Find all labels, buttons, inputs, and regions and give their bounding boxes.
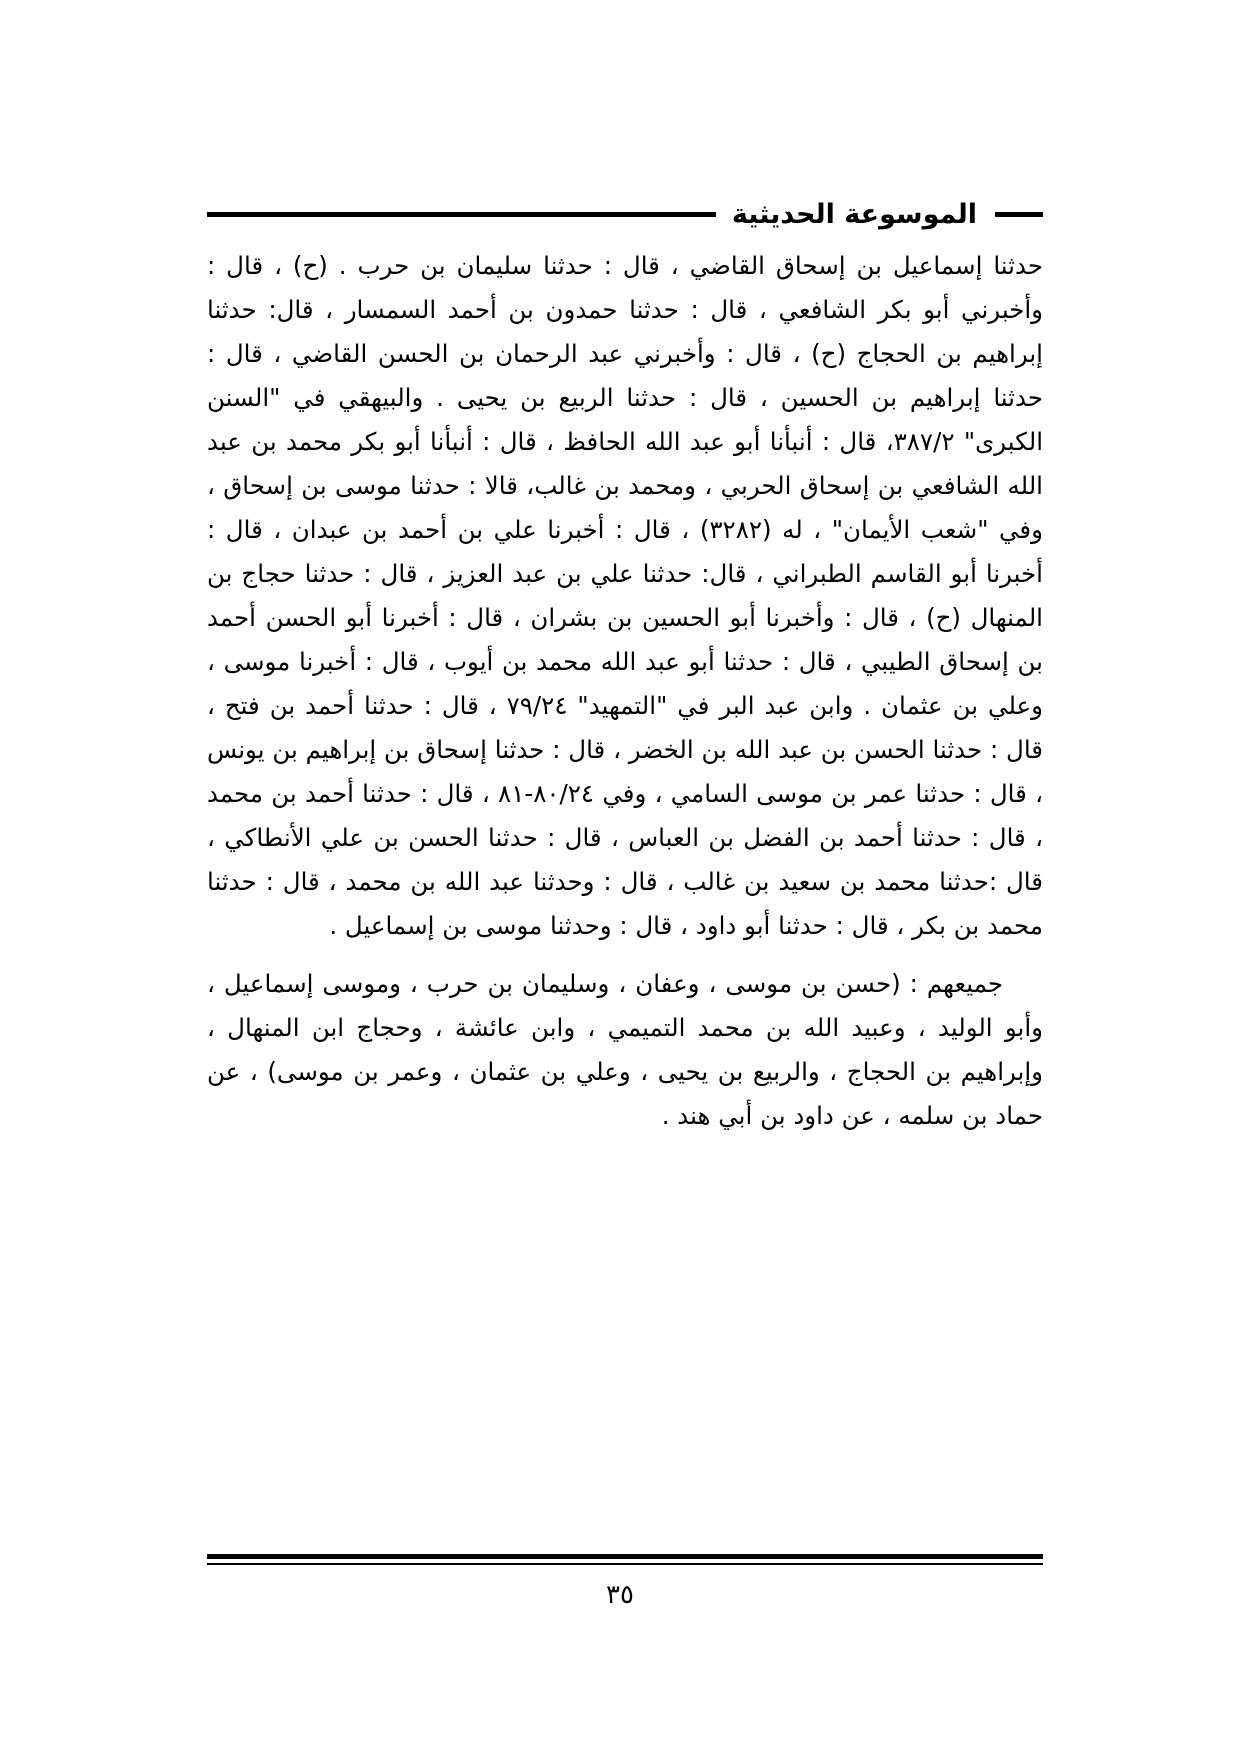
paragraph-1: حدثنا إسماعيل بن إسحاق القاضي ، قال : حدثنا سليمان بن حرب . (ح) ، قال : وأخبرني أبو بكر الشافعي ، قال : حدثنا حمدون بن أحمد السمسار ، قال: حدثنا إبراهيم بن الحجاج (ح) ، قال : وأخبرني عبد الرحمان بن الحسن القاضي ، قال : حدثنا إبراهيم بن الحسين ، قال : حدثنا الربيع بن يحيى . والبيهقي في "السنن الكبرى" ٣٨٧/٢، قال : أنبأنا أبو عبد الله الحافظ ، قال : أنبأنا أبو بكر محمد بن عبد الله الشافعي بن إسحاق الحربي ، ومحمد بن غالب، قالا : حدثنا موسى بن إسحاق ، وفي "شعب الأيمان" ، له (٣٢٨٢) ، قال : أخبرنا علي بن أحمد بن عبدان ، قال : أخبرنا أبو القاسم الطبراني ، قال: حدثنا علي بن عبد العزيز ، قال : حدثنا حجاج بن المنهال (ح) ، قال : وأخبرنا أبو الحسين بن بشران ، قال : أخبرنا أبو الحسن أحمد بن إسحاق الطيبي ، قال : حدثنا أبو عبد الله محمد بن أيوب ، قال : أخبرنا موسى ، وعلي بن عثمان . وابن عبد البر في "التمهيد" ٧٩/٢٤ ، قال : حدثنا أحمد بن فتح ، قال : حدثنا الحسن بن عبد الله بن الخضر ، قال : حدثنا إسحاق بن إبراهيم بن يونس ، قال : حدثنا عمر بن موسى السامي ، وفي ٨٠/٢٤-٨١ ، قال : حدثنا أحمد بن محمد ، قال : حدثنا أحمد بن الفضل بن العباس ، قال : حدثنا الحسن بن علي الأنطاكي ، قال :حدثنا محمد بن سعيد بن غالب ، قال : وحدثنا عبد الله بن محمد ، قال : حدثنا محمد بن بكر ، قال : حدثنا أبو داود ، قال : وحدثنا موسى بن إسماعيل . bbox=[207, 251, 1044, 940]
header-rule-long bbox=[207, 212, 716, 217]
running-header bbox=[207, 192, 1043, 236]
footer-rule-thin bbox=[207, 1563, 1043, 1565]
body-text bbox=[207, 244, 1043, 1138]
paragraph-2: جميعهم : (حسن بن موسى ، وعفان ، وسليمان بن حرب ، وموسى إسماعيل ، وأبو الوليد ، وعبيد الله بن محمد التميمي ، وابن عائشة ، وحجاج ابن المنهال ، وإبراهيم بن الحجاج ، والربيع بن يحيى ، وعلي بن عثمان ، وعمر بن موسى) ، عن حماد بن سلمه ، عن داود بن أبي هند . bbox=[207, 969, 1043, 1130]
header-rule-short bbox=[995, 212, 1043, 217]
footer-rule-thick bbox=[207, 1554, 1043, 1559]
header-title: الموسوعة الحديثية bbox=[731, 198, 977, 230]
page-number: ٣٥ bbox=[606, 1580, 634, 1610]
